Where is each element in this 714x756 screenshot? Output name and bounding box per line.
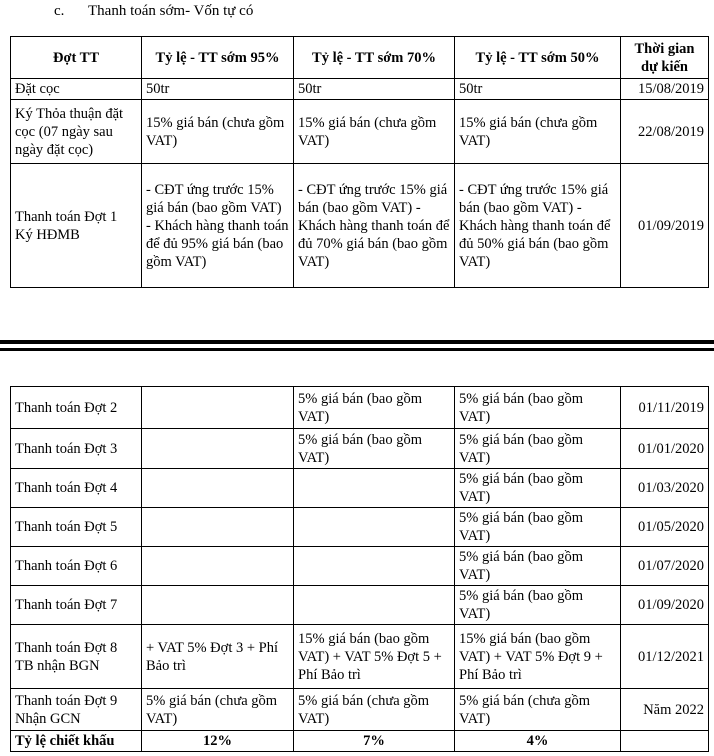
table-row — [11, 547, 709, 586]
table-row — [11, 79, 709, 100]
stage-cell: Thanh toán Đợt 5 — [11, 508, 142, 547]
value-cell: 15% giá bán (bao gồm VAT) + VAT 5% Đợt 9 + Phí Bảo trì — [455, 625, 621, 689]
table-row — [11, 469, 709, 508]
date-cell: 22/08/2019 — [621, 100, 709, 164]
date-cell: 01/01/2020 — [621, 429, 709, 469]
value-cell: 15% giá bán (chưa gồm VAT) — [294, 100, 455, 164]
stage-cell: Thanh toán Đợt 4 — [11, 469, 142, 508]
value-cell — [142, 508, 294, 547]
stage-cell: Thanh toán Đợt 1 Ký HĐMB — [11, 164, 142, 288]
value-cell — [142, 469, 294, 508]
value-cell: 50tr — [455, 79, 621, 100]
value-cell: 50tr — [142, 79, 294, 100]
empty-cell — [621, 731, 709, 752]
date-cell: 01/12/2021 — [621, 625, 709, 689]
discount-value: 7% — [294, 731, 455, 752]
value-cell — [294, 547, 455, 586]
payment-table-part1 — [10, 36, 709, 288]
stage-cell: Thanh toán Đợt 2 — [11, 387, 142, 429]
table-row — [11, 586, 709, 625]
discount-label: Tỷ lệ chiết khấu — [11, 731, 142, 752]
value-cell — [294, 586, 455, 625]
value-cell: + VAT 5% Đợt 3 + Phí Bảo trì — [142, 625, 294, 689]
stage-cell: Thanh toán Đợt 3 — [11, 429, 142, 469]
date-cell: 01/05/2020 — [621, 508, 709, 547]
stage-cell: Thanh toán Đợt 6 — [11, 547, 142, 586]
value-cell: 5% giá bán (bao gồm VAT) — [294, 429, 455, 469]
date-cell: 01/11/2019 — [621, 387, 709, 429]
value-cell: 5% giá bán (bao gồm VAT) — [455, 387, 621, 429]
date-cell: Năm 2022 — [621, 689, 709, 731]
value-cell: 5% giá bán (chưa gồm VAT) — [294, 689, 455, 731]
value-cell: 5% giá bán (bao gồm VAT) — [455, 508, 621, 547]
table-row — [11, 429, 709, 469]
section-heading — [54, 3, 253, 20]
value-cell: - CĐT ứng trước 15% giá bán (bao gồm VAT) - Khách hàng thanh toán để đủ 70% giá bán (bao gồm VAT) — [294, 164, 455, 288]
value-cell — [142, 429, 294, 469]
value-cell: 50tr — [294, 79, 455, 100]
value-cell: 5% giá bán (chưa gồm VAT) — [455, 689, 621, 731]
header-row — [11, 37, 709, 79]
value-cell: 5% giá bán (bao gồm VAT) — [455, 469, 621, 508]
stage-cell: Ký Thỏa thuận đặt cọc (07 ngày sau ngày đặt cọc) — [11, 100, 142, 164]
table-row — [11, 387, 709, 429]
value-cell: 5% giá bán (chưa gồm VAT) — [142, 689, 294, 731]
table-row — [11, 164, 709, 288]
table-row — [11, 508, 709, 547]
value-cell: 5% giá bán (bao gồm VAT) — [455, 586, 621, 625]
value-cell: 5% giá bán (bao gồm VAT) — [294, 387, 455, 429]
value-cell — [294, 508, 455, 547]
stage-cell: Thanh toán Đợt 8 TB nhận BGN — [11, 625, 142, 689]
value-cell — [142, 586, 294, 625]
section-title: Thanh toán sớm- Vốn tự có — [88, 3, 254, 19]
stage-cell: Thanh toán Đợt 9 Nhận GCN — [11, 689, 142, 731]
value-cell — [142, 547, 294, 586]
table-row — [11, 100, 709, 164]
header-cell: Tỷ lệ - TT sớm 70% — [294, 37, 455, 79]
header-cell: Tỷ lệ - TT sớm 50% — [455, 37, 621, 79]
discount-value: 4% — [455, 731, 621, 752]
discount-row — [11, 731, 709, 752]
value-cell: 5% giá bán (bao gồm VAT) — [455, 429, 621, 469]
stage-cell: Thanh toán Đợt 7 — [11, 586, 142, 625]
date-cell: 01/03/2020 — [621, 469, 709, 508]
section-number: c. — [54, 3, 65, 19]
value-cell — [294, 469, 455, 508]
header-cell: Tỷ lệ - TT sớm 95% — [142, 37, 294, 79]
date-cell: 01/09/2020 — [621, 586, 709, 625]
value-cell: 15% giá bán (chưa gồm VAT) — [142, 100, 294, 164]
discount-value: 12% — [142, 731, 294, 752]
table-row — [11, 689, 709, 731]
value-cell: 15% giá bán (bao gồm VAT) + VAT 5% Đợt 5 + Phí Bảo trì — [294, 625, 455, 689]
value-cell: - CĐT ứng trước 15% giá bán (bao gồm VAT) - Khách hàng thanh toán để đủ 95% giá bán (bao gồm VAT) — [142, 164, 294, 288]
value-cell: - CĐT ứng trước 15% giá bán (bao gồm VAT) - Khách hàng thanh toán để đủ 50% giá bán (bao gồm VAT) — [455, 164, 621, 288]
value-cell: 15% giá bán (chưa gồm VAT) — [455, 100, 621, 164]
page-break-line — [0, 348, 714, 351]
header-cell: Đợt TT — [11, 37, 142, 79]
value-cell: 5% giá bán (bao gồm VAT) — [455, 547, 621, 586]
table-row — [11, 625, 709, 689]
value-cell — [142, 387, 294, 429]
date-cell: 01/09/2019 — [621, 164, 709, 288]
page-break-line — [0, 340, 714, 344]
payment-table-part2 — [10, 386, 709, 752]
date-cell: 01/07/2020 — [621, 547, 709, 586]
date-cell: 15/08/2019 — [621, 79, 709, 100]
stage-cell: Đặt cọc — [11, 79, 142, 100]
header-cell: Thời gian dự kiến — [621, 37, 709, 79]
